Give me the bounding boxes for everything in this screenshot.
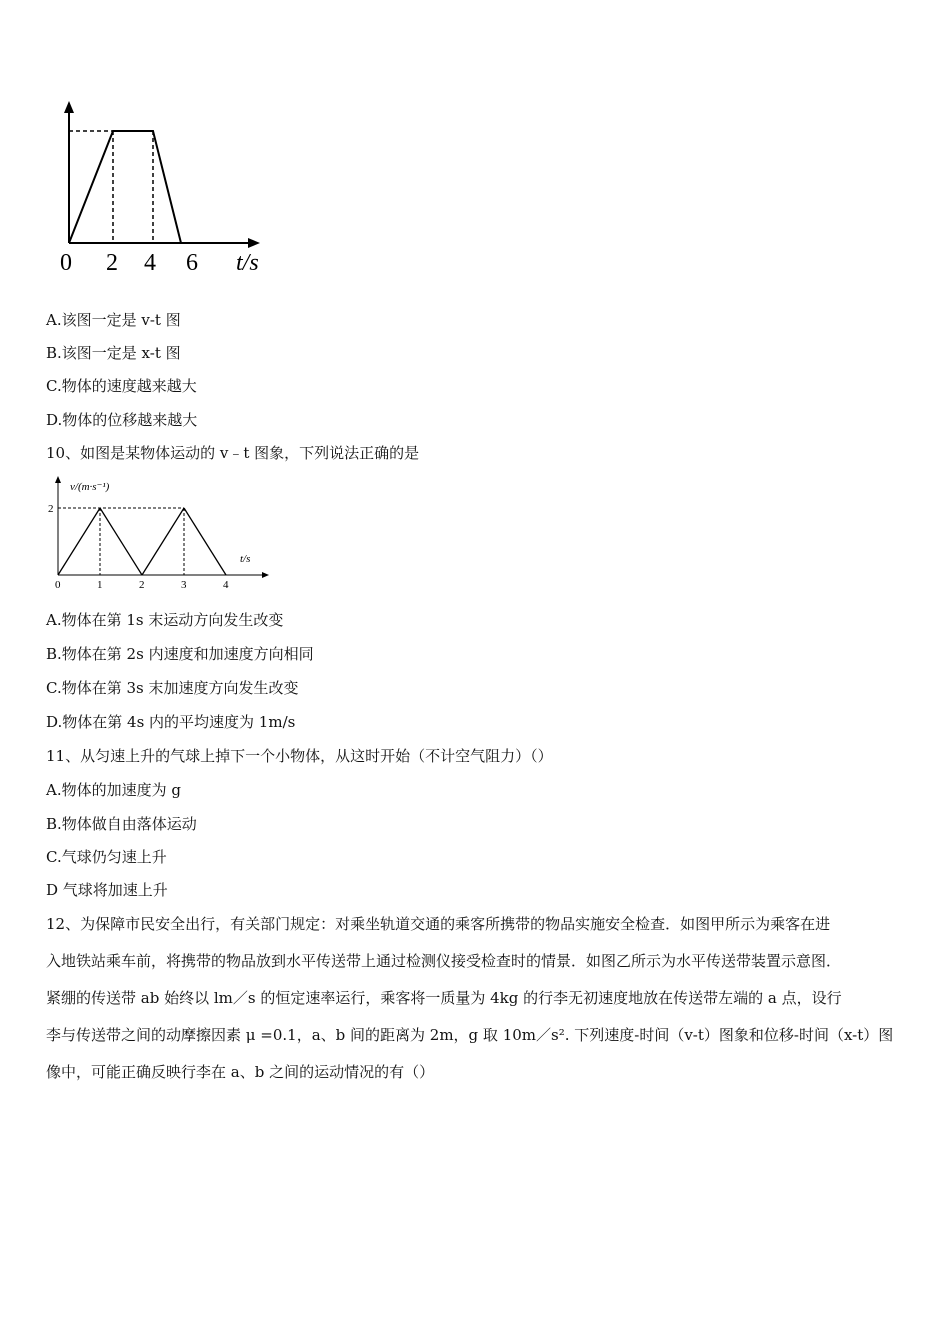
series-segment bbox=[184, 508, 226, 575]
chart-x-arrow bbox=[262, 572, 269, 578]
q12-paragraph bbox=[46, 906, 914, 1091]
q12-line-3: 紧绷的传送带 ab 始终以 lm／s 的恒定速率运行，乘客将一质量为 4kg 的行李无初速度地放在传送带左端的 a 点，设行 bbox=[46, 989, 842, 1007]
x-tick-label: 0 bbox=[55, 579, 61, 591]
x-axis-arrow bbox=[248, 238, 260, 248]
q12-line-4: 李与传送带之间的动摩擦因素 μ =0.1，a、b 间的距离为 2m，g 取 10m／s². 下列速度-时间（v-t）图象和位移-时间（x-t）图 bbox=[46, 1026, 894, 1044]
q10-option-d: D.物体在第 4s 内的平均速度为 1m/s bbox=[46, 713, 296, 731]
graph-line bbox=[69, 131, 181, 243]
origin-label: 0 bbox=[60, 250, 72, 276]
q10-option-a: A.物体在第 1s 末运动方向发生改变 bbox=[46, 611, 284, 629]
q12-line-1: 12、为保障市民安全出行，有关部门规定：对乘坐轨道交通的乘客所携带的物品实施安全检查．如图甲所示为乘客在进 bbox=[46, 915, 831, 933]
q10-stem: 10、如图是某物体运动的 v﹣t 图象，下列说法正确的是 bbox=[46, 444, 420, 462]
x-tick-label: 3 bbox=[181, 579, 187, 591]
chart-y-arrow bbox=[55, 476, 61, 483]
q12-line-2: 入地铁站乘车前，将携带的物品放到水平传送带上通过检测仪接受检查时的情景．如图乙所示为水平传送带装置示意图． bbox=[46, 952, 842, 970]
q11-option-c: C.气球仍匀速上升 bbox=[46, 848, 167, 866]
q10-option-b: B.物体在第 2s 内速度和加速度方向相同 bbox=[46, 645, 314, 663]
q11-option-d: D 气球将加速上升 bbox=[46, 881, 168, 899]
x-tick-label: 1 bbox=[97, 579, 103, 591]
q11-stem: 11、从匀速上升的气球上掉下一个小物体，从这时开始（不计空气阻力）（） bbox=[46, 747, 553, 765]
series-segment bbox=[100, 508, 142, 575]
y-axis-arrow bbox=[64, 101, 74, 113]
q12-line-5: 像中，可能正确反映行李在 a、b 之间的运动情况的有（） bbox=[46, 1063, 435, 1081]
x-tick-4: 4 bbox=[144, 250, 156, 276]
series-segment bbox=[142, 508, 184, 575]
x-tick-6: 6 bbox=[186, 250, 198, 276]
q9-option-b: B.该图一定是 x-t 图 bbox=[46, 344, 181, 362]
chart-xlabel: t/s bbox=[240, 553, 251, 565]
q9-option-d: D.物体的位移越来越大 bbox=[46, 411, 198, 429]
q9-option-c: C.物体的速度越来越大 bbox=[46, 377, 197, 395]
q10-option-c: C.物体在第 3s 末加速度方向发生改变 bbox=[46, 679, 299, 697]
x-tick-label: 2 bbox=[139, 579, 145, 591]
x-tick-2: 2 bbox=[106, 250, 118, 276]
chart-ylabel: v/(m·s⁻¹) bbox=[70, 481, 110, 493]
x-axis-label: t/s bbox=[236, 250, 259, 276]
y-tick-label: 2 bbox=[48, 503, 54, 515]
series-segment bbox=[58, 508, 100, 575]
q9-option-a: A.该图一定是 v-t 图 bbox=[46, 311, 181, 329]
q11-option-a: A.物体的加速度为 g bbox=[46, 781, 181, 799]
x-tick-label: 4 bbox=[223, 579, 229, 591]
figure-1-graph bbox=[46, 98, 276, 278]
q10-vt-chart bbox=[40, 474, 270, 594]
q11-option-b: B.物体做自由落体运动 bbox=[46, 815, 197, 833]
